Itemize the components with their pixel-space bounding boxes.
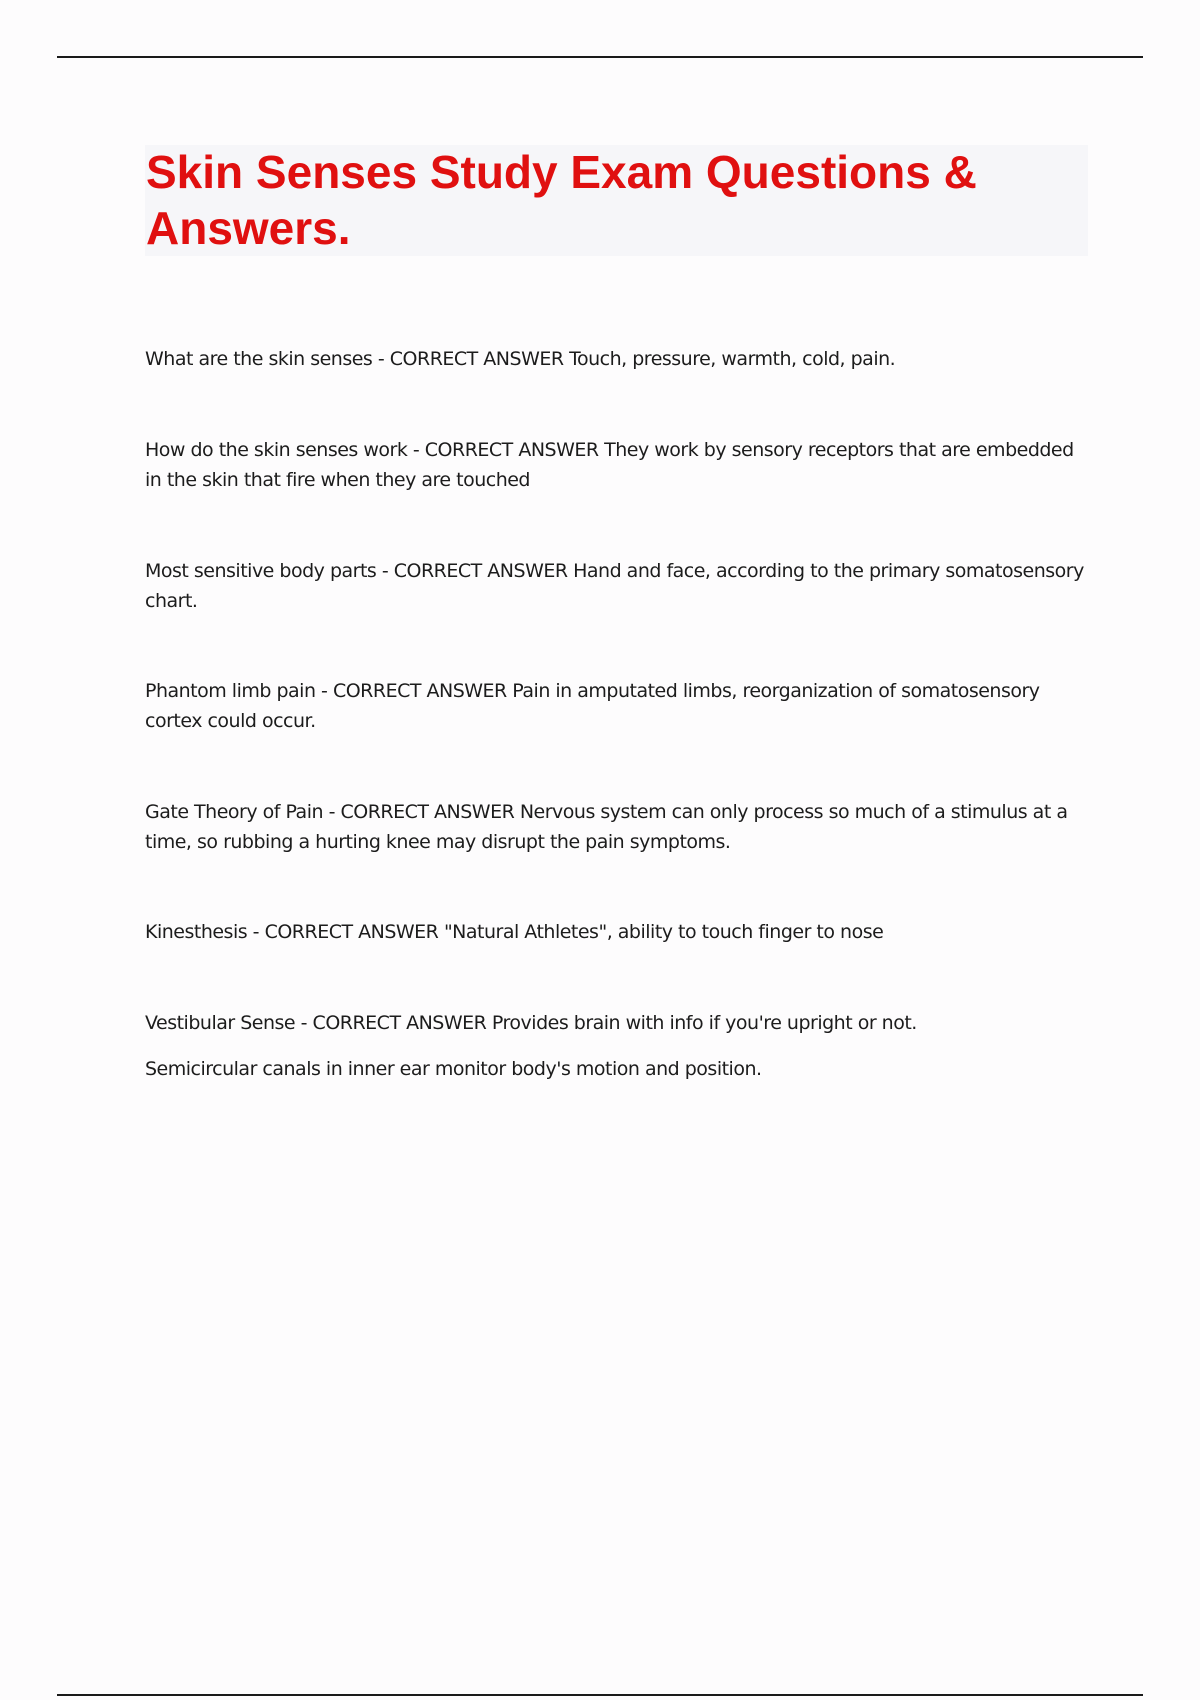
- qa-item: [145, 797, 1085, 857]
- qa-item: [145, 344, 1085, 374]
- question-text: How do the skin senses work: [145, 439, 408, 461]
- answer-marker: CORRECT ANSWER: [389, 348, 564, 370]
- question-text: Kinesthesis: [145, 921, 248, 943]
- separator: -: [315, 680, 333, 702]
- qa-item: [145, 1008, 1085, 1038]
- separator: -: [407, 439, 425, 461]
- separator: -: [372, 348, 390, 370]
- bottom-rule: [57, 1694, 1143, 1696]
- answer-text: Pain in amputated limbs, reorganization of somatosensory cortex could occur.: [145, 680, 1040, 732]
- question-text: Gate Theory of Pain: [145, 801, 324, 823]
- qa-item: [145, 435, 1085, 495]
- answer-text: "Natural Athletes", ability to touch finger to nose: [443, 921, 884, 943]
- answer-marker: CORRECT ANSWER: [312, 1012, 487, 1034]
- question-text: Vestibular Sense: [145, 1012, 296, 1034]
- answer-marker: CORRECT ANSWER: [264, 921, 439, 943]
- answer-text: They work by sensory receptors that are embedded in the skin that fire when they are touched: [145, 439, 1074, 491]
- answer-text: Hand and face, according to the primary somatosensory chart.: [145, 560, 1084, 612]
- question-text: Phantom limb pain: [145, 680, 316, 702]
- answer-text: Touch, pressure, warmth, cold, pain.: [569, 348, 896, 370]
- answer-text: Nervous system can only process so much of a stimulus at a time, so rubbing a hurting knee may disrupt the pain symptoms.: [145, 801, 1068, 853]
- question-text: What are the skin senses: [145, 348, 373, 370]
- separator: -: [323, 801, 341, 823]
- top-rule: [57, 56, 1143, 58]
- answer-marker: CORRECT ANSWER: [332, 680, 507, 702]
- answer-marker: CORRECT ANSWER: [424, 439, 599, 461]
- qa-continuation: Semicircular canals in inner ear monitor body's motion and position.: [145, 1058, 762, 1080]
- qa-item: [145, 556, 1085, 616]
- qa-item: [145, 676, 1085, 736]
- separator: -: [376, 560, 394, 582]
- answer-marker: CORRECT ANSWER: [393, 560, 568, 582]
- question-text: Most sensitive body parts: [145, 560, 377, 582]
- document-title: Skin Senses Study Exam Questions & Answers.: [146, 146, 977, 254]
- answer-marker: CORRECT ANSWER: [340, 801, 515, 823]
- separator: -: [247, 921, 265, 943]
- qa-item: [145, 917, 1085, 947]
- separator: -: [295, 1012, 313, 1034]
- answer-text: Provides brain with info if you're upright or not.: [491, 1012, 917, 1034]
